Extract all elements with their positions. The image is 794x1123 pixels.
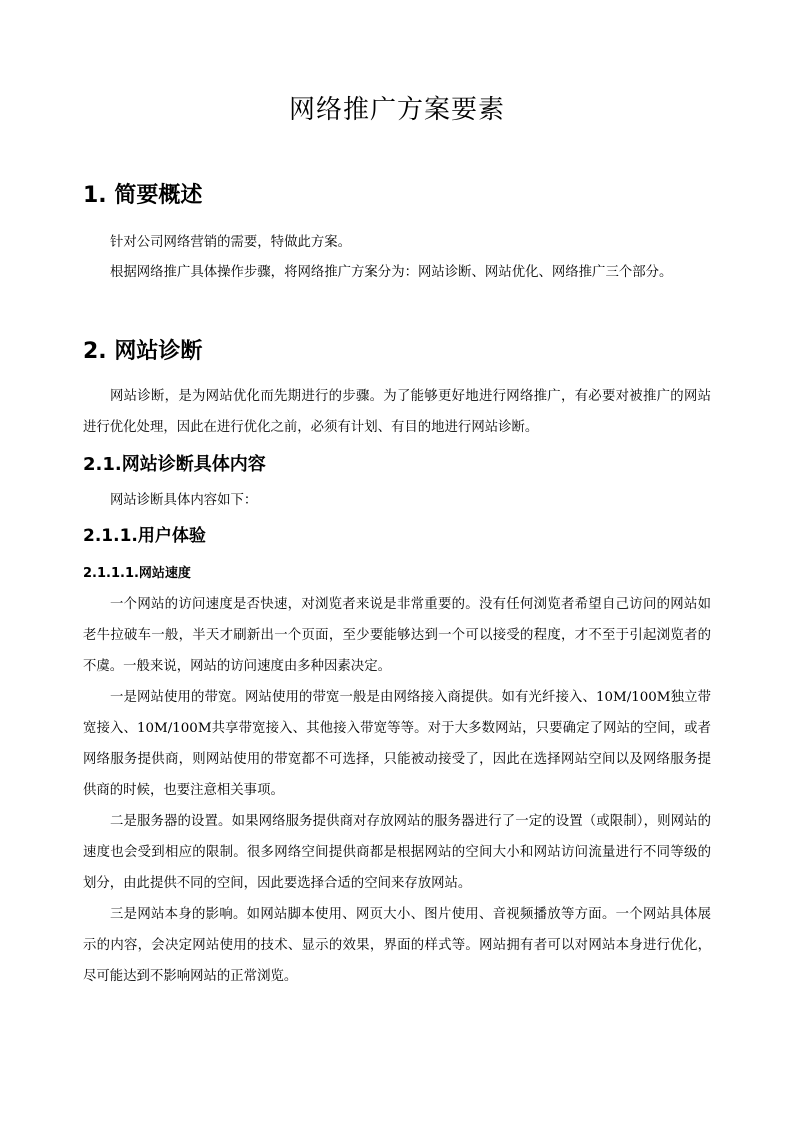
document-title: 网络推广方案要素 — [288, 95, 505, 125]
overview-paragraph-1: 针对公司网络营销的需要，特做此方案。 — [110, 235, 352, 250]
subsection-heading-diagnosis-content: 2.1.网站诊断具体内容 — [83, 454, 266, 475]
diagnosis-paragraph: 网站诊断，是为网站优化而先期进行的步骤。为了能够更好地进行网络推广，有必要对被推广的网站进行优化处理，因此在进行优化之前，必须有计划、有目的地进行网站诊断。 — [83, 389, 711, 435]
section-heading-overview: 1. 简要概述 — [83, 183, 203, 208]
diagnosis-content-paragraph: 网站诊断具体内容如下： — [110, 493, 258, 508]
site-speed-paragraph-4: 三是网站本身的影响。如网站脚本使用、网页大小、图片使用、音视频播放等方面。一个网站具体展示的内容，会决定网站使用的技术、显示的效果，界面的样式等。网站拥有者可以对网站本身进行优化，尽可能达到不影响网站的正常浏览。 — [83, 907, 711, 984]
site-speed-paragraph-2: 一是网站使用的带宽。网站使用的带宽一般是由网络接入商提供。如有光纤接入、10M/100M独立带宽接入、10M/100M共享带宽接入、其他接入带宽等等。对于大多数网站，只要确定了网站的空间，或者网络服务提供商，则网站使用的带宽都不可选择，只能被动接受了，因此在选择网站空间以及网络服务提供商的时候，也要注意相关事项。 — [83, 690, 711, 798]
site-speed-paragraph-3: 二是服务器的设置。如果网络服务提供商对存放网站的服务器进行了一定的设置（或限制），则网站的速度也会受到相应的限制。很多网络空间提供商都是根据网站的空间大小和网站访问流量进行不同等级的划分，由此提供不同的空间，因此要选择合适的空间来存放网站。 — [83, 814, 711, 891]
subsection-heading-user-experience: 2.1.1.用户体验 — [83, 526, 206, 546]
overview-paragraph-2: 根据网络推广具体操作步骤，将网络推广方案分为：网站诊断、网站优化、网络推广三个部分。 — [110, 265, 673, 280]
section-heading-diagnosis: 2. 网站诊断 — [83, 339, 203, 364]
subsection-heading-site-speed: 2.1.1.1.网站速度 — [83, 566, 191, 581]
site-speed-paragraph-1: 一个网站的访问速度是否快速，对浏览者来说是非常重要的。没有任何浏览者希望自己访问的网站如老牛拉破车一般，半天才刷新出一个页面，至少要能够达到一个可以接受的程度，才不至于引起浏览者的不虞。一般来说，网站的访问速度由多种因素决定。 — [83, 597, 711, 674]
